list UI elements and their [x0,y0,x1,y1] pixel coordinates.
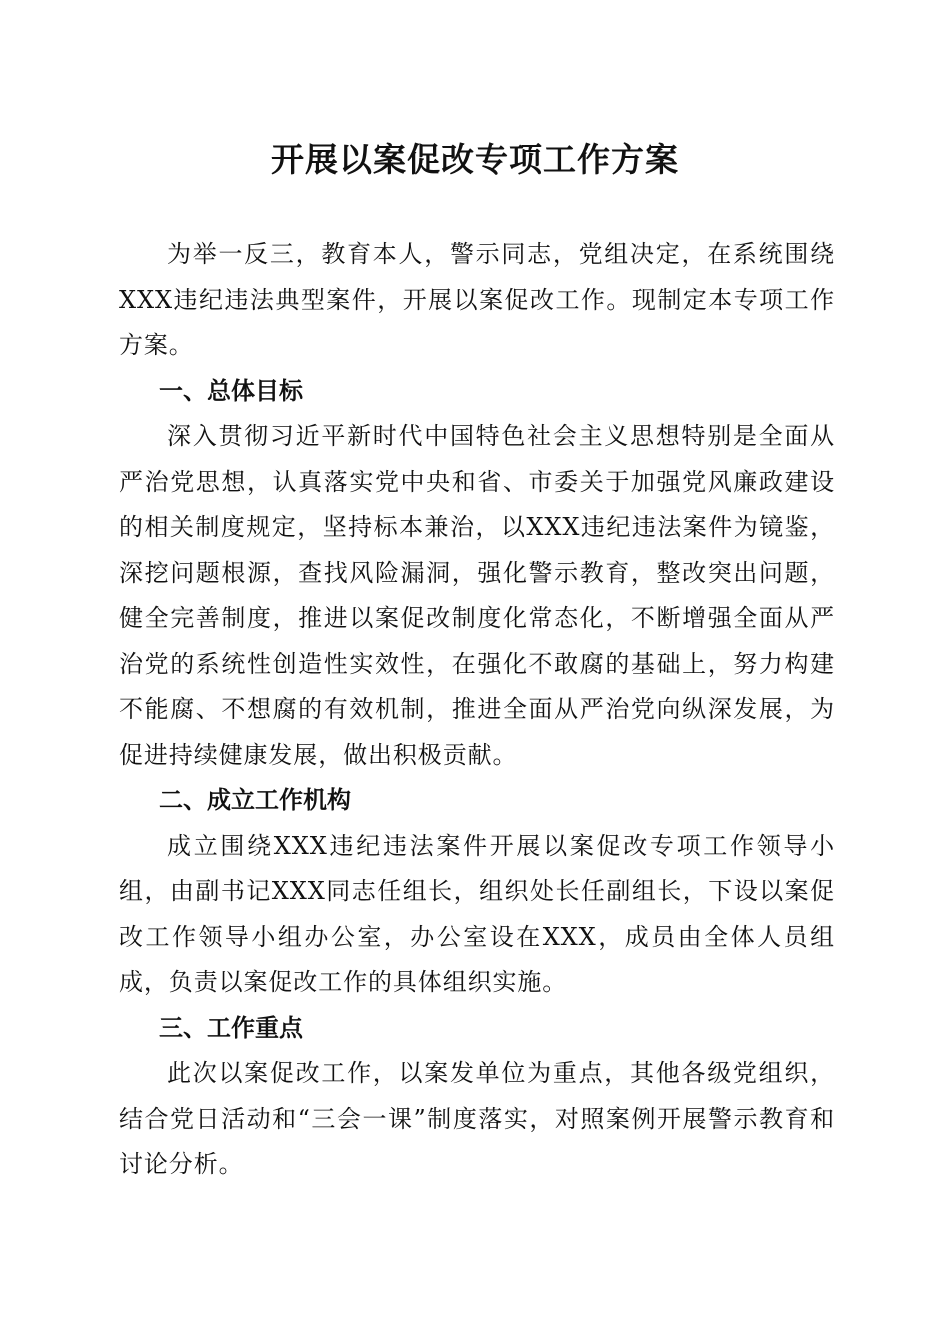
intro-paragraph: 为举一反三，教育本人，警示同志，党组决定，在系统围绕XXX违纪违法典型案件，开展以案促改工作。现制定本专项工作方案。 [119,240,835,359]
section-heading-working-body: 二、成立工作机构 [159,786,351,814]
document-body [119,232,835,1188]
section-paragraph-overall-goal: 深入贯彻习近平新时代中国特色社会主义思想特别是全面从严治党思想，认真落实党中央和省、市委关于加强党风廉政建设的相关制度规定，坚持标本兼治，以XXX违纪违法案件为镜鉴，深挖问题根源，查找风险漏洞，强化警示教育，整改突出问题，健全完善制度，推进以案促改制度化常态化，不断增强全面从严治党的系统性创造性实效性，在强化不敢腐的基础上，努力构建不能腐、不想腐的有效机制，推进全面从严治党向纵深发展，为促进持续健康发展，做出积极贡献。 [119,422,835,769]
section-heading-work-focus: 三、工作重点 [159,1013,303,1042]
section-paragraph-work-focus: 此次以案促改工作，以案发单位为重点，其他各级党组织，结合党日活动和“三会一课”制度落实，对照案例开展警示教育和讨论分析。 [119,1059,835,1178]
document-title: 开展以案促改专项工作方案 [271,140,679,179]
section-heading-overall-goal: 一、总体目标 [159,376,303,405]
section-paragraph-working-body: 成立围绕XXX违纪违法案件开展以案促改专项工作领导小组，由副书记XXX同志任组长，组织处长任副组长，下设以案促改工作领导小组办公室，办公室设在XXX，成员由全体人员组成，负责以案促改工作的具体组织实施。 [119,831,835,996]
